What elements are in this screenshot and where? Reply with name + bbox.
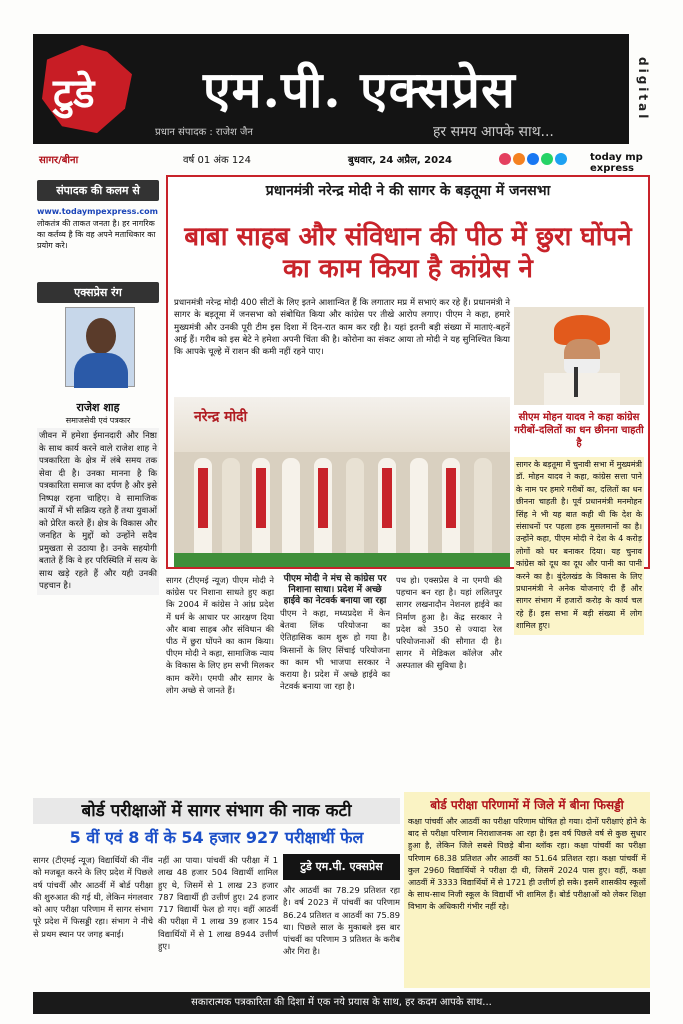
footer-strip: सकारात्मक पत्रकारिता की दिशा में एक नये प्रयास के साथ, हर कदम आपके साथ... bbox=[33, 992, 650, 1014]
editorial-heading: संपादक की कलम से bbox=[37, 180, 159, 201]
profile-article: जीवन में हमेशा ईमानदारी और निष्ठा के साथ कार्य करने वाले राजेश शाह ने पत्रकारिता के क्षेत्र में लंबे समय तक सेवा दी है। उनका मानना है कि पत्रकारिता समाज का दर्पण है और इसे निष्पक्ष रहना चाहिए। वे सामाजिक कार्यों में भी सक्रिय रहते हैं तथा युवाओं को प्रेरित करते हैं। क्षेत्र के विकास और जनहित के मुद्दों को उन्होंने सदैव प्रमुखता से उठाया है। उनके सहयोगी बताते हैं कि वे हर परिस्थिति में सत्य के साथ खड़े रहते हैं और यही उनकी पहचान है। bbox=[37, 428, 159, 595]
logo-text: टुडे bbox=[53, 70, 95, 117]
continuation-col-2-text: पीएम ने कहा, मध्यप्रदेश में केन बेतवा लिंक परियोजना का ऐतिहासिक काम शुरू हो गया है। किसानों के लिए सिंचाई परियोजना का काम भी भाजपा सरकार ने कराया है। प्रदेश में अच्छे हाईवे का नेटवर्क बनाया जा रहा है। bbox=[280, 608, 390, 692]
stage-banner-text: नरेन्द्र मोदी bbox=[194, 409, 248, 425]
editor-line: प्रधान संपादक : राजेश जैन bbox=[155, 127, 253, 138]
issue-number: वर्ष 01 अंक 124 bbox=[183, 155, 252, 166]
board-exam-story bbox=[33, 798, 400, 988]
person-figure bbox=[346, 458, 364, 553]
rally-photo bbox=[174, 397, 510, 567]
lead-headline: बाबा साहब और संविधान की पीठ में छुरा घोंपने का काम किया है कांग्रेस ने bbox=[184, 222, 632, 284]
inline-logo: टुडे एम.पी. एक्सप्रेस bbox=[283, 854, 400, 880]
twitter-icon[interactable] bbox=[555, 153, 567, 165]
continuation-col-3: पथ हो। एक्सप्रेस वे ना एमपी की पहचान बन रहा है। यहां ललितपुर सागर लखनादौन नेशनल हाईवे का निर्माण हुआ है। केंद्र सरकार ने प्रदेश को 350 से ज्यादा रेल परियोजनाओं की सौगात दी है। सागर में मेडिकल कॉलेज और अस्पताल की सुविधा है। bbox=[396, 575, 502, 671]
bina-body: कक्षा पांचवीं और आठवीं का परीक्षा परिणाम घोषित हो गया। दोनों परीक्षाएं होने के बाद से परीक्षा परिणाम निराशाजनक आ रहा है। इस वर्ष पिछले वर्ष से कुछ सुधार हुआ है, लेकिन जिले सबसे पिछड़े बीना ब्लॉक रहा। कक्षा पांचवीं का परीक्षा परिणाम 68.38 प्रतिशत और आठवीं का 51.64 प्रतिशत रहा। कक्षा पांचवीं में कुल 2960 विद्यार्थियों ने परीक्षा दी थी, जिसमें 2024 पास हुए। वहीं, कक्षा आठवीं में 3333 विद्यार्थियों में से 1721 ही उत्तीर्ण हो सके। इसमें शासकीय स्कूलों के साथ-साथ निजी स्कूल के विद्यार्थी भी शामिल हैं। बोर्ड परीक्षाओं को लेकर शिक्षा विभाग के अधिकारी गंभीर नहीं रहे। bbox=[408, 817, 646, 912]
profile-photo bbox=[65, 307, 135, 387]
issue-date: बुधवार, 24 अप्रैल, 2024 bbox=[348, 155, 452, 166]
profile-role: समाजसेवी एवं पत्रकार bbox=[65, 416, 131, 425]
newspaper-title: एम.पी. एक्सप्रेस bbox=[203, 60, 516, 119]
board-exam-col-1: सागर (टीएमई न्यूज) विद्यार्थियों की नींव को मजबूत करने के लिए प्रदेश में पिछले वर्ष पांचवीं और आठवीं में बोर्ड परीक्षा की शुरुआत की गई थी, लेकिन मंगलवार को आए परीक्षा परिणाम में सागर संभाग पूरे प्रदेश में फिसड्डी रहा। संभाग ने नीचे से प्रथम स्थान पर जगह बनाई। bbox=[33, 855, 153, 939]
bina-headline: बोर्ड परीक्षा परिणामों में जिले में बीना फिसड्डी bbox=[430, 798, 624, 812]
person-figure bbox=[252, 458, 270, 553]
website-link[interactable]: www.todaympexpress.com bbox=[37, 207, 158, 216]
express-rang-heading: एक्सप्रेस रंग bbox=[37, 282, 159, 303]
board-exam-col-3: और आठवीं का 78.29 प्रतिशत रहा है। वर्ष 2023 में पांचवीं का परिणाम 86.24 प्रतिशत व आठवीं का 75.89 था। पिछले साल के मुकाबले इस बार पांचवीं का परिणाम 3 प्रतिशत के करीब और गिरा है। bbox=[283, 885, 400, 957]
info-bar bbox=[33, 150, 650, 174]
bina-story bbox=[404, 792, 650, 988]
person-figure bbox=[442, 458, 460, 553]
tagline: हर समय आपके साथ... bbox=[433, 124, 554, 140]
editorial-text: लोकतंत्र की ताकत जनता है। हर नागरिक का कर्तव्य है कि वह अपने मताधिकार का प्रयोग करे। bbox=[37, 219, 156, 250]
board-exam-headline: बोर्ड परीक्षाओं में सागर संभाग की नाक कटी bbox=[33, 798, 400, 824]
person-figure bbox=[474, 458, 492, 553]
express-rang-box bbox=[37, 282, 159, 303]
speaker-photo bbox=[514, 307, 644, 405]
board-exam-subheadline: 5 वीं एवं 8 वीं के 54 हजार 927 परीक्षार्थी फेल bbox=[69, 828, 364, 847]
kurta-shape bbox=[544, 373, 620, 405]
stage-floor bbox=[174, 553, 510, 567]
social-icons bbox=[499, 153, 567, 165]
digital-label: digital bbox=[636, 56, 650, 122]
facebook-icon[interactable] bbox=[527, 153, 539, 165]
side-body: सागर के बड़तूमा में चुनावी सभा में मुख्यमंत्री डॉ. मोहन यादव ने कहा, कांग्रेस सत्ता पाने के नाम पर हमारे गरीबों का, दलितों का धन छीनना चाहती है। पूर्व प्रधानमंत्री मनमोहन सिंह ने भी यह बात कही थी कि देश के संसाधनों पर पहला हक मुसलमानों का है। उन्होंने कहा, पीएम मोदी ने देश के 4 करोड़ लोगों को घर बनाकर दिया। यह चुनाव कांग्रेस को दूध का दूध और पानी का पानी करने का है। बुंदेलखंड के विकास के लिए प्रधानमंत्री ने अनेक योजनाएं दी हैं और सागर संभाग में हजारों करोड़ के कार्य चल रहे हैं। इस सभा में बड़ी संख्या में लोग शामिल हुए। bbox=[514, 457, 644, 635]
person-figure bbox=[194, 458, 212, 553]
continuation-col-1: सागर (टीएमई न्यूज) पीएम मोदी ने कांग्रेस पर निशाना साधते हुए कहा कि 2004 में कांग्रेस ने आंध्र प्रदेश में धर्म के आधार पर आरक्षण दिया और बाबा साहब और संविधान की पीठ में छुरा घोंपने का काम किया। पीएम मोदी ने कहा, सामाजिक न्याय के विकास के लिए हम सभी मिलकर काम करेंगे। एमपी और सागर के लोग अच्छे से जानते हैं। bbox=[166, 575, 274, 695]
person-figure bbox=[314, 458, 332, 553]
masthead bbox=[33, 34, 629, 144]
photo-body bbox=[74, 353, 128, 388]
left-column bbox=[33, 172, 163, 792]
instagram-icon[interactable] bbox=[499, 153, 511, 165]
person-figure bbox=[222, 458, 240, 553]
side-headline: सीएम मोहन यादव ने कहा कांग्रेस गरीबों-दलितों का धन छीनना चाहती है bbox=[514, 412, 644, 449]
board-exam-col-2: नहीं आ पाया। पांचवीं की परीक्षा में 1 लाख 48 हजार 504 विद्यार्थी शामिल हुए थे, जिसमें से 1 लाख 23 हजार 787 विद्यार्थी ही उत्तीर्ण हुए। 24 हजार 717 विद्यार्थी फेल हो गए। वहीं आठवीं की परीक्षा में 1 लाख 39 हजार 154 विद्यार्थियों में से 1 लाख 8944 उत्तीर्ण हुए। bbox=[158, 855, 278, 952]
photo-head bbox=[86, 318, 116, 354]
person-figure bbox=[378, 458, 396, 553]
edition-place: सागर/बीना bbox=[39, 155, 79, 166]
profile-name: राजेश शाह bbox=[76, 401, 120, 414]
brand-name: today mp express bbox=[590, 152, 643, 174]
mic-icon bbox=[574, 367, 578, 397]
lead-continuation bbox=[166, 574, 502, 796]
whatsapp-icon[interactable] bbox=[541, 153, 553, 165]
continuation-col-2 bbox=[280, 574, 390, 692]
person-figure bbox=[282, 458, 300, 553]
continuation-subheading: पीएम मोदी ने मंच से कांग्रेस पर निशाना साधा। प्रदेश में अच्छे हाईवे का नेटवर्क बनाया जा रहा bbox=[283, 574, 387, 606]
lead-kicker: प्रधानमंत्री नरेन्द्र मोदी ने की सागर के बड़तूमा में जनसभा bbox=[265, 183, 551, 199]
editorial-box bbox=[37, 180, 159, 251]
person-figure bbox=[410, 458, 428, 553]
rss-icon[interactable] bbox=[513, 153, 525, 165]
lead-body: प्रधानमंत्री नरेन्द्र मोदी 400 सीटों के लिए इतने आशान्वित हैं कि लगातार मप्र में सभाएं कर रहे हैं। प्रधानमंत्री ने सागर के बड़तूमा में जनसभा को संबोधित किया और कांग्रेस पर तीखे आरोप लगाए। पीएम ने कहा, हमारे मुख्यमंत्री और उनकी पूरी टीम इस दिशा में दिन-रात काम कर रही है। यहां इतनी बड़ी संख्या में माताएं-बहनें आई हैं। गरीब को इस बेटे ने हमेशा अपनी चिंता की है। कोरोना का संकट आया तो मोदी ने यह सुनिश्चित किया कि आपके चूल्हे में राशन की कमी नहीं रहने पाए। bbox=[174, 298, 510, 358]
